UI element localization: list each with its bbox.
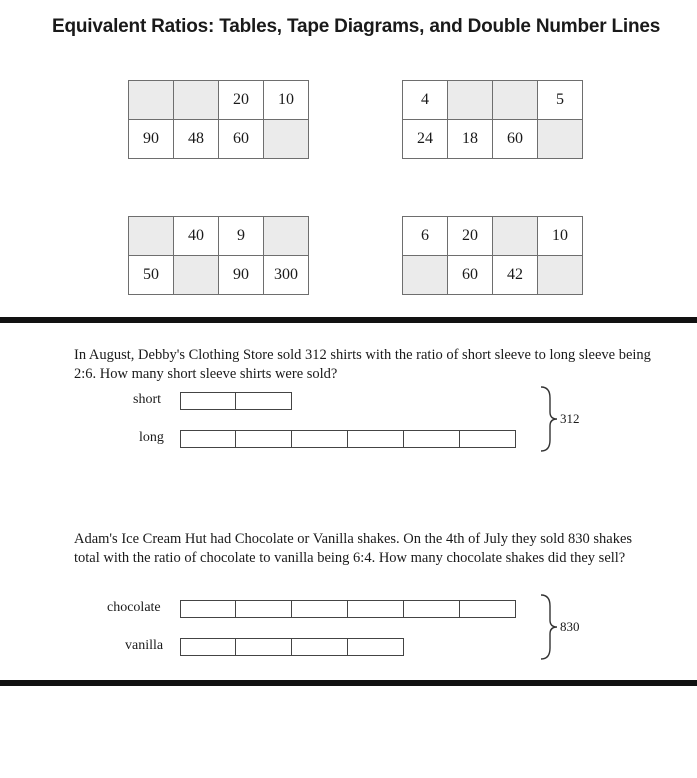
tape-unit bbox=[460, 430, 516, 448]
tape-unit bbox=[348, 600, 404, 618]
tape-unit bbox=[236, 638, 292, 656]
tape-vanilla bbox=[180, 638, 404, 656]
table-cell[interactable]: 10 bbox=[264, 81, 309, 120]
table-cell[interactable]: 5 bbox=[538, 81, 583, 120]
tape-label-long: long bbox=[139, 430, 164, 445]
table-cell[interactable]: 9 bbox=[219, 217, 264, 256]
total-label: 312 bbox=[560, 411, 580, 426]
table-cell[interactable] bbox=[174, 256, 219, 295]
brace-icon bbox=[538, 384, 560, 454]
problem-2-text: Adam's Ice Cream Hut had Chocolate or Vanilla shakes. On the 4th of July they sold 830 shakes total with the ratio of chocolate to vanilla being 6:4. How many chocolate shakes did they sell? bbox=[74, 531, 633, 566]
table-cell[interactable]: 90 bbox=[129, 120, 174, 159]
tape-label-short: short bbox=[133, 392, 161, 407]
table-cell[interactable]: 20 bbox=[448, 217, 493, 256]
table-cell[interactable]: 18 bbox=[448, 120, 493, 159]
table-cell[interactable]: 42 bbox=[493, 256, 538, 295]
table-row bbox=[129, 256, 309, 295]
ratio-table-4 bbox=[402, 216, 583, 295]
tape-unit bbox=[180, 638, 236, 656]
tape-unit bbox=[292, 600, 348, 618]
table-cell[interactable]: 40 bbox=[174, 217, 219, 256]
table-row bbox=[129, 120, 309, 159]
table-cell[interactable] bbox=[448, 81, 493, 120]
tape-unit bbox=[348, 638, 404, 656]
table-cell[interactable] bbox=[129, 81, 174, 120]
tape-label-chocolate: chocolate bbox=[107, 600, 161, 615]
section-divider bbox=[0, 317, 697, 323]
ratio-table-1 bbox=[128, 80, 309, 159]
table-cell[interactable]: 10 bbox=[538, 217, 583, 256]
brace-icon bbox=[538, 592, 560, 662]
tape-unit bbox=[236, 430, 292, 448]
table-cell[interactable]: 4 bbox=[403, 81, 448, 120]
tape-unit bbox=[236, 392, 292, 410]
table-cell[interactable]: 60 bbox=[493, 120, 538, 159]
table-cell[interactable] bbox=[538, 120, 583, 159]
tape-unit bbox=[236, 600, 292, 618]
tape-unit bbox=[348, 430, 404, 448]
page-title: Equivalent Ratios: Tables, Tape Diagrams, and Double Number Lines bbox=[52, 16, 661, 37]
table-cell[interactable]: 24 bbox=[403, 120, 448, 159]
ratio-table-2 bbox=[402, 80, 583, 159]
table-cell[interactable]: 90 bbox=[219, 256, 264, 295]
table-row bbox=[403, 217, 583, 256]
table-cell[interactable] bbox=[493, 217, 538, 256]
total-label: 830 bbox=[560, 619, 580, 634]
table-cell[interactable]: 300 bbox=[264, 256, 309, 295]
table-cell[interactable] bbox=[403, 256, 448, 295]
table-row bbox=[129, 81, 309, 120]
section-divider bbox=[0, 680, 697, 686]
tape-label-vanilla: vanilla bbox=[125, 638, 164, 653]
table-row bbox=[403, 120, 583, 159]
tape-unit bbox=[292, 430, 348, 448]
tape-long bbox=[180, 430, 516, 448]
table-cell[interactable] bbox=[493, 81, 538, 120]
table-row bbox=[403, 81, 583, 120]
ratio-table-3 bbox=[128, 216, 309, 295]
table-cell[interactable] bbox=[174, 81, 219, 120]
tape-unit bbox=[180, 392, 236, 410]
table-cell[interactable] bbox=[538, 256, 583, 295]
tape-unit bbox=[292, 638, 348, 656]
table-row bbox=[403, 256, 583, 295]
table-cell[interactable]: 60 bbox=[219, 120, 264, 159]
table-row bbox=[129, 217, 309, 256]
table-cell[interactable] bbox=[264, 120, 309, 159]
table-cell[interactable]: 50 bbox=[129, 256, 174, 295]
tape-unit bbox=[404, 600, 460, 618]
tape-unit bbox=[180, 430, 236, 448]
tape-unit bbox=[460, 600, 516, 618]
table-cell[interactable]: 20 bbox=[219, 81, 264, 120]
table-cell[interactable]: 60 bbox=[448, 256, 493, 295]
table-cell[interactable]: 48 bbox=[174, 120, 219, 159]
table-cell[interactable] bbox=[264, 217, 309, 256]
tape-chocolate bbox=[180, 600, 516, 618]
tape-short bbox=[180, 392, 292, 410]
table-cell[interactable] bbox=[129, 217, 174, 256]
table-cell[interactable]: 6 bbox=[403, 217, 448, 256]
tape-unit bbox=[404, 430, 460, 448]
tape-unit bbox=[180, 600, 236, 618]
problem-1-text: In August, Debby's Clothing Store sold 312 shirts with the ratio of short sleeve to long sleeve being 2:6. How many short sleeve shirts were sold? bbox=[74, 347, 651, 382]
